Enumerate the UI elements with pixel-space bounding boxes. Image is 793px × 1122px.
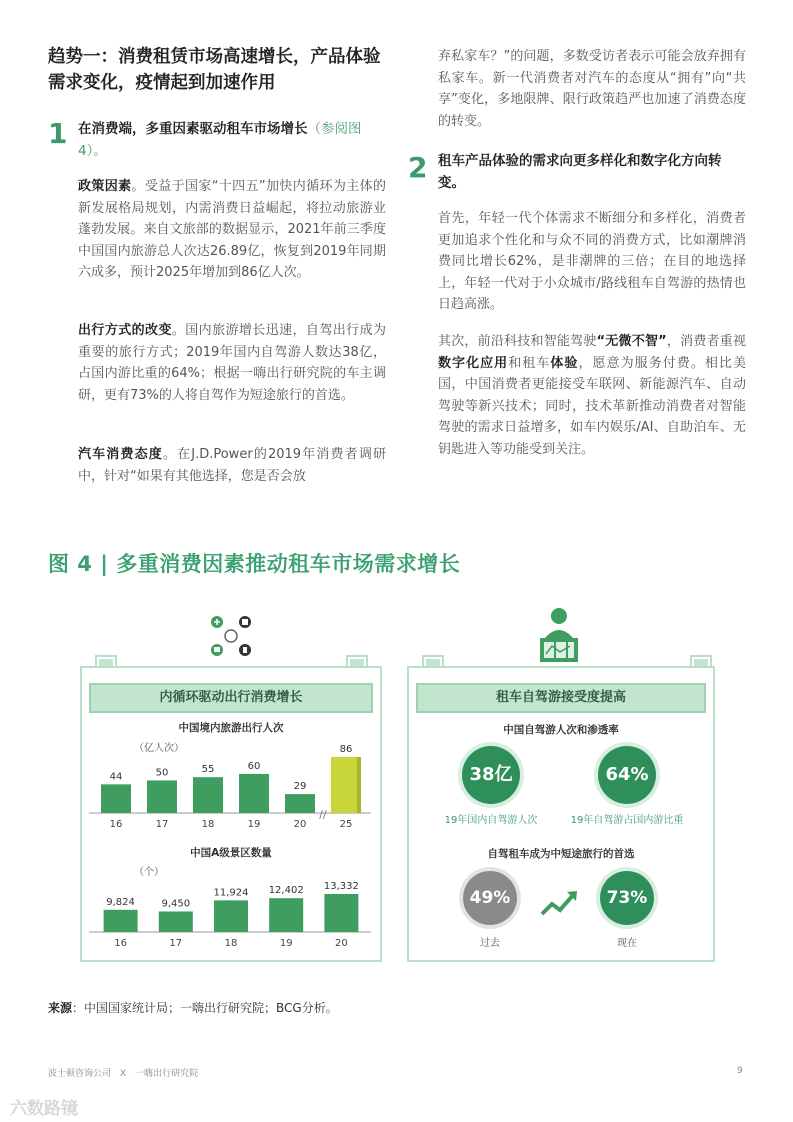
past-circle: 49% [463,871,517,925]
right-panel-title: 租车自驾游接受度提高 [416,683,706,713]
tech-highlight-b: “无微不智” [596,334,667,349]
bar-value-label: 55 [201,764,215,776]
bar-shade-25 [357,757,361,813]
tech-highlight-d: 数字化应用 [438,355,509,371]
travel-label: 出行方式的改变 [78,323,172,338]
bar-value-label: 12,402 [268,885,304,897]
page-number: 9 [737,1066,743,1076]
attitude-label: 汽车消费态度 [78,447,163,462]
tech-text-c: ，消费者重视 [666,334,746,349]
bar-16 [101,784,131,813]
tech-text-g: ，愿意为服务付费。相比美国，中国消费者更能接受车联网、新能源汽车、自动驾驶等新兴技术；同时，技术革新推动消费者对智能驾驶的需求日益增多，如车内娱乐/AI、自助泊车、无钥匙进入等功能受到关注。 [438,355,746,457]
tech-paragraph [438,331,746,461]
section-title-2: 租车产品体验的需求向更多样化和数字化方向转变。 [438,153,722,191]
attitude-paragraph [78,444,386,487]
travel-paragraph [78,320,386,406]
tourism-chart-unit: （亿人次） [134,743,184,754]
watermark-logo: 六数路镜 [10,1099,78,1119]
growth-arrow-icon [540,888,580,918]
stat-circle-share: 64% [598,746,656,804]
policy-text: 。受益于国家“十四五”加快内循环为主体的新发展格局规划，内需消费日益崛起，将拉动旅游业蓬勃发展。来自文旅部的数据显示，2021年前三季度中国国内旅游总人次达26.89亿，恢复到2019年同期六成多，预计2025年增加到86亿人次。 [78,179,386,281]
bar-19 [269,898,303,932]
x-tick-label: 16 [109,819,123,830]
x-tick-label: 25 [339,819,353,830]
x-tick-label: 18 [224,938,238,949]
source-text: ：中国国家统计局；一嗨出行研究院；BCG分析。 [72,1001,338,1015]
bar-value-label: 11,924 [213,887,249,899]
bar-value-label: 9,450 [161,898,191,910]
scenic-bar-chart [89,860,373,950]
x-tick-label: 19 [279,938,293,949]
bar-value-label: 60 [247,760,261,772]
footer-publishers: 波士顿咨询公司 X 一嗨出行研究院 [48,1069,199,1079]
tourism-chart-title: 中国境内旅游出行人次 [178,722,284,734]
past-label: 过去 [480,938,500,949]
x-tick-label: 17 [169,938,183,949]
bar-25 [331,757,361,813]
bar-value-label: 13,332 [323,881,359,892]
bar-value-label: 29 [293,781,307,793]
x-tick-label: 20 [293,819,307,830]
scenic-chart-title: 中国A级景区数量 [190,847,272,859]
bar-value-label: 9,824 [106,896,135,908]
bar-value-label: 50 [155,767,169,779]
now-circle: 73% [600,871,654,925]
bar-17 [147,780,177,813]
young-consumer-paragraph: 首先，年轻一代个体需求不断细分和多样化，消费者更加追求个性化和与众不同的消费方式，比如潮牌消费同比增长62%，是非潮牌的三倍；在目的地选择上，年轻一代对于小众城市/路线租车自驾游的热情也日趋高涨。 [438,211,746,313]
bar-20 [285,794,315,813]
section-number-2: 2 [408,151,428,184]
tourism-bar-chart [89,735,373,835]
preference-title: 自驾租车成为中短途旅行的首选 [487,848,635,860]
self-drive-stats-title: 中国自驾游人次和渗透率 [503,724,619,736]
tech-text-a: 其次，前沿科技和智能驾驶 [438,334,597,349]
stat-circle-trips: 38亿 [462,746,520,804]
travel-text: 。国内旅游增长迅速，自驾出行成为重要的旅行方式；2019年国内自驾游人数达38亿，占国内游比重的64%；根据一嗨出行研究院的车主调研，更有73%的人将自驾作为短途旅行的首选。 [78,323,386,403]
policy-label: 政策因素 [78,179,132,194]
bar-value-label: 86 [339,744,353,755]
source-label: 来源 [48,1001,73,1015]
policy-paragraph [78,176,386,284]
bar-18 [214,900,248,932]
bar-value-label: 44 [109,771,123,783]
figure-reference: （参阅图4）。 [78,121,362,159]
bar-17 [159,911,193,932]
bar-20 [324,894,358,932]
x-tick-label: 19 [247,819,261,830]
travel-modes-icon [208,613,254,659]
tech-text-e: 和租车 [508,355,551,371]
stat-label-share: 19年自驾游占国内游比重 [570,815,684,826]
attitude-text: 。在J.D.Power的2019年消费者调研中，针对“如果有其他选择，您是否会放 [78,447,386,484]
continued-paragraph: 弃私家车？”的问题，多数受访者表示可能会放弃拥有私家车。新一代消费者对汽车的态度从“拥有”向“共享”变化，多地限牌、限行政策趋严也加速了消费态度的转变。 [438,49,746,129]
figure-title: 图 4 | 多重消费因素推动租车市场需求增长 [48,552,461,576]
tech-highlight-f: 体验 [550,355,579,371]
map-reader-icon [536,606,582,664]
section-title-1 [78,118,390,162]
x-tick-label: 18 [201,819,215,830]
now-label: 现在 [617,938,637,949]
left-panel-title: 内循环驱动出行消费增长 [89,683,373,713]
bar-18 [193,777,223,813]
x-tick-label: 16 [114,938,127,949]
trend-heading: 趋势一：消费租赁市场高速增长，产品体验需求变化，疫情起到加速作用 [48,47,381,93]
bar-19 [239,774,269,813]
x-tick-label: 17 [155,819,169,830]
section-title-1-text: 在消费端，多重因素驱动租车市场增长 [78,121,308,137]
axis-break-mark: // [319,808,327,821]
scenic-chart-unit: （个） [134,867,164,878]
stat-label-trips: 19年国内自驾游人次 [444,815,538,826]
x-tick-label: 20 [335,938,348,949]
section-number-1: 1 [48,117,68,150]
bar-16 [104,910,138,932]
source-note [48,999,338,1016]
